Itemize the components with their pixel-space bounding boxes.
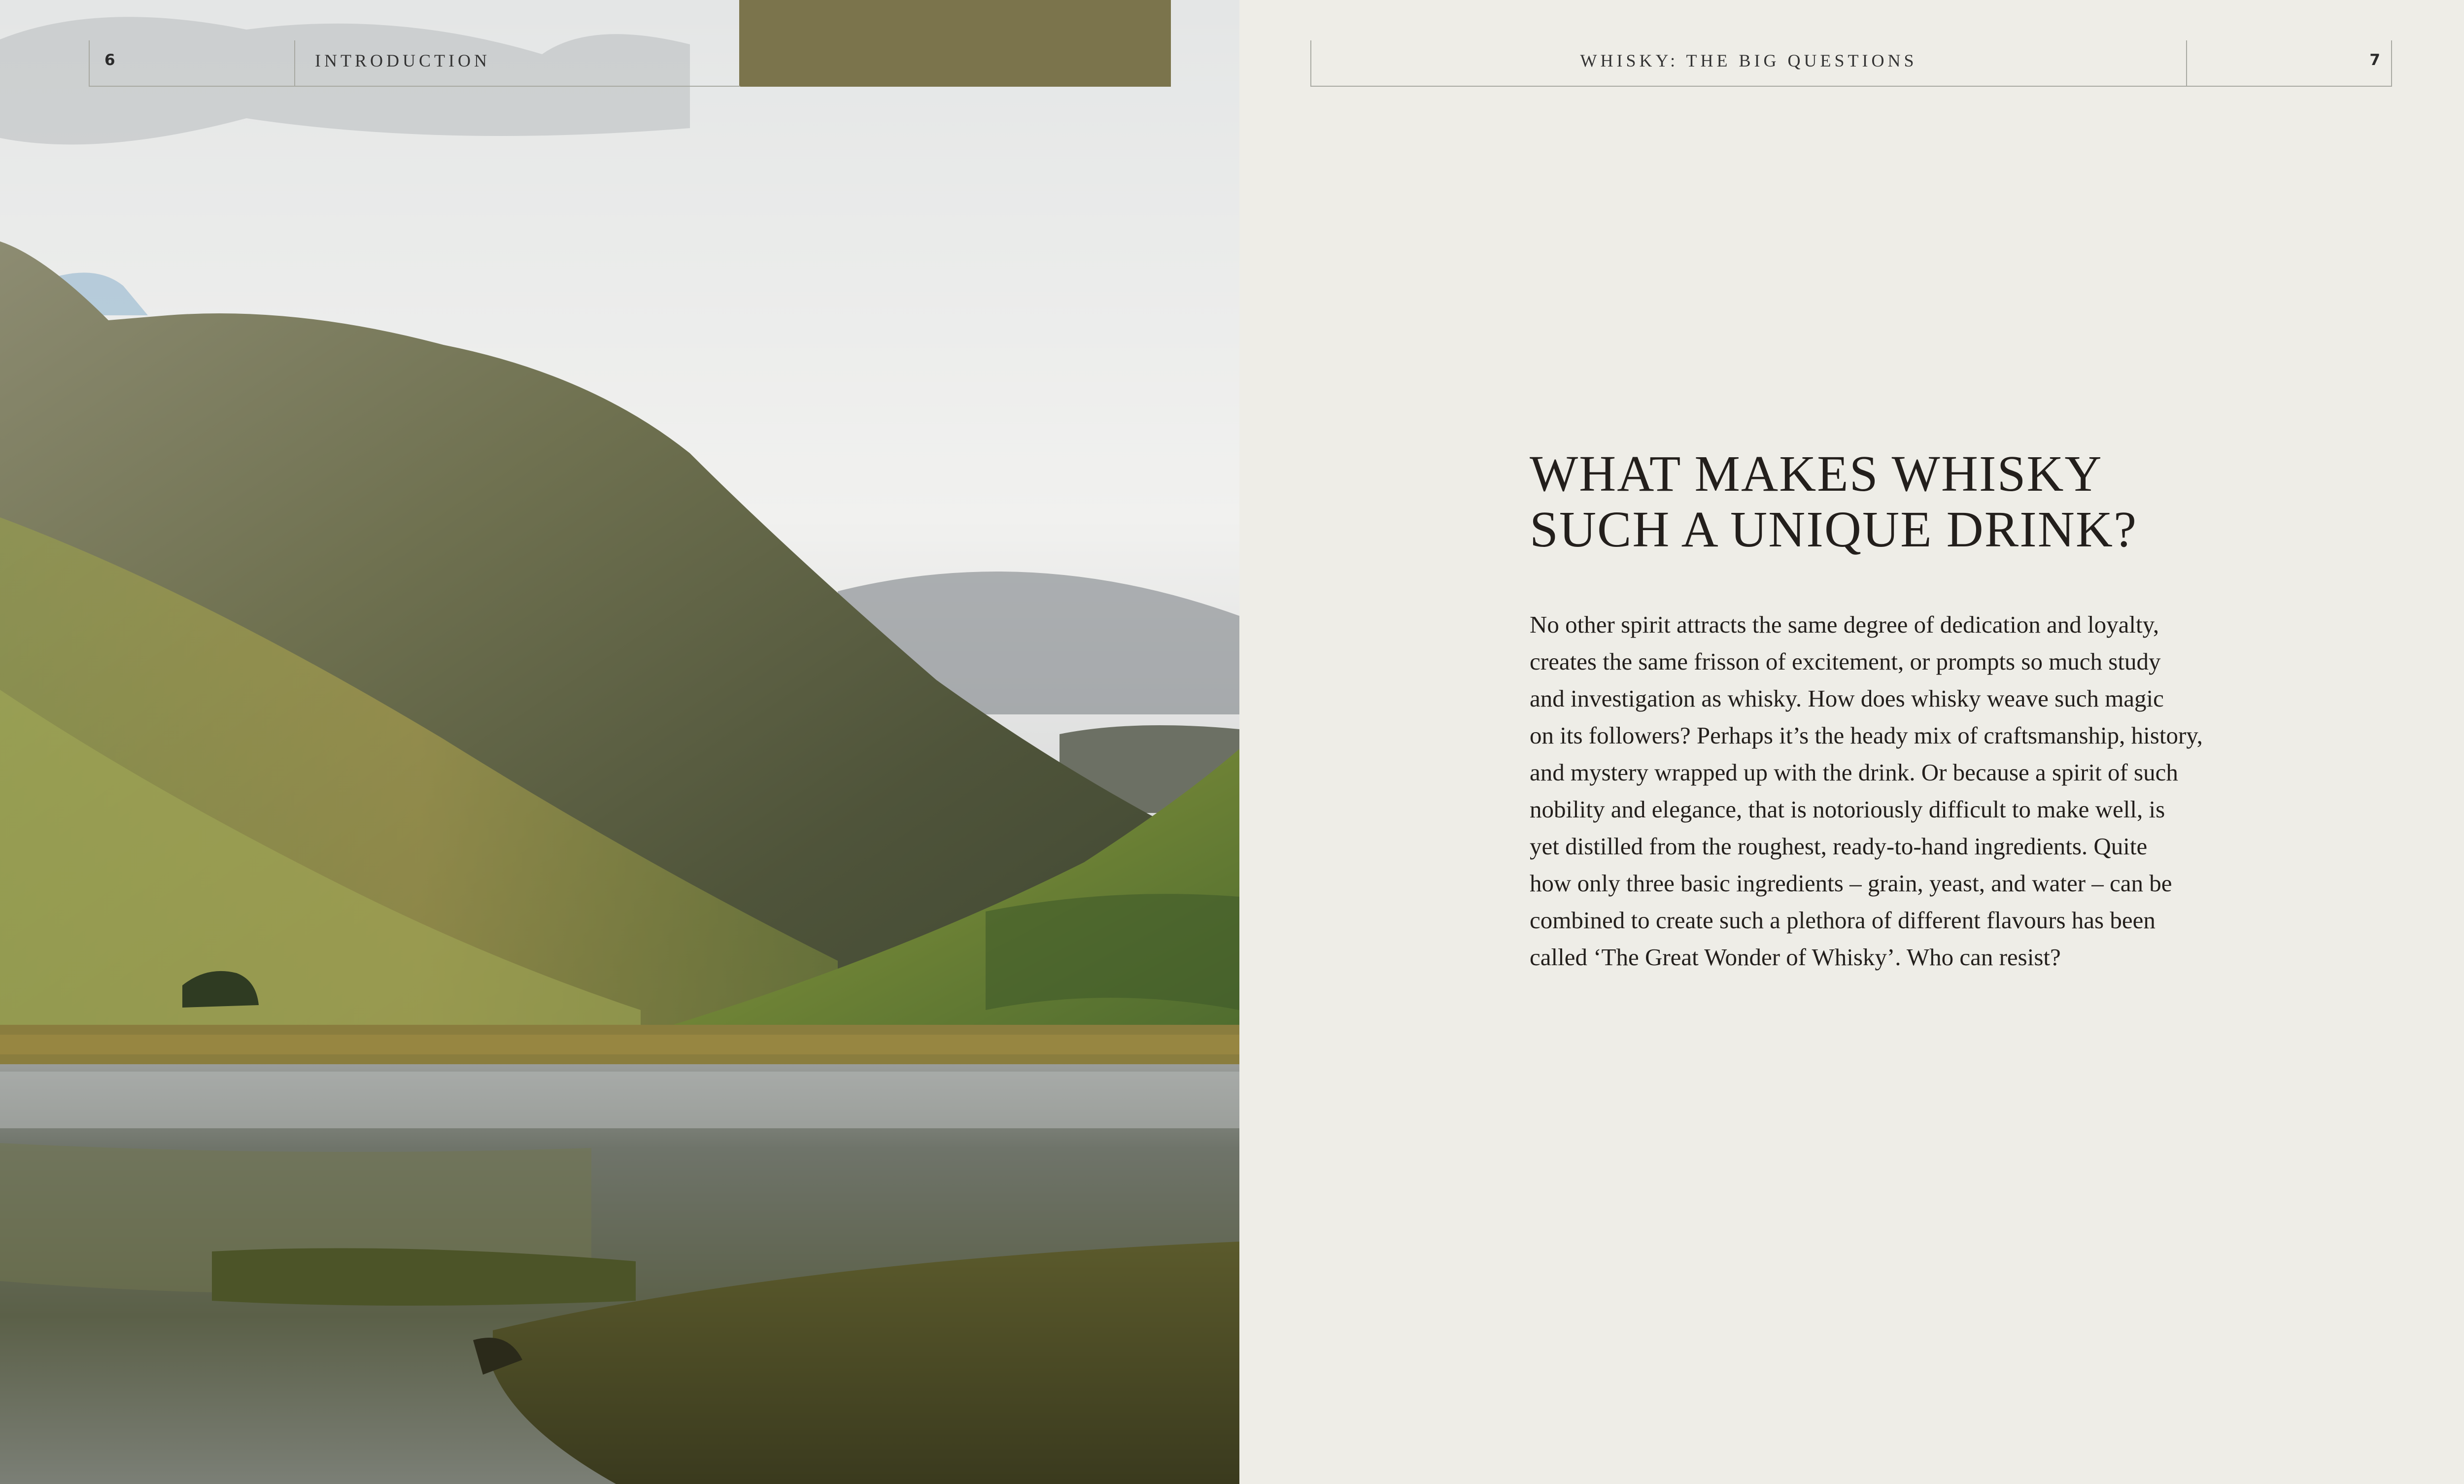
running-head-left: [89, 40, 740, 87]
body-line: No other spirit attracts the same degree of dedication and loyalty,: [1530, 611, 2159, 638]
body-line: called ‘The Great Wonder of Whisky’. Who can resist?: [1530, 944, 2061, 971]
article-title: [1530, 446, 2367, 557]
body-line: yet distilled from the roughest, ready-to-hand ingredients. Quite: [1530, 833, 2148, 860]
running-head-divider: [294, 40, 295, 86]
accent-color-block: [739, 0, 1171, 87]
body-line: how only three basic ingredients – grain, yeast, and water – can be: [1530, 870, 2172, 897]
right-page-text: [1239, 0, 2464, 1484]
body-line: creates the same frisson of excitement, or prompts so much study: [1530, 648, 2161, 675]
title-line: SUCH A UNIQUE DRINK?: [1530, 501, 2138, 558]
body-line: nobility and elegance, that is notoriously difficult to make well, is: [1530, 796, 2165, 823]
body-line: and mystery wrapped up with the drink. Or because a spirit of such: [1530, 759, 2178, 786]
page-number-right: 7: [2369, 51, 2380, 69]
body-line: on its followers? Perhaps it’s the heady mix of craftsmanship, history,: [1530, 722, 2203, 749]
body-line: combined to create such a plethora of different flavours has been: [1530, 907, 2156, 934]
section-title-left: INTRODUCTION: [315, 51, 490, 70]
running-head-divider: [2186, 40, 2187, 86]
body-line: and investigation as whisky. How does whisky weave such magic: [1530, 685, 2164, 712]
title-line: WHAT MAKES WHISKY: [1530, 445, 2103, 502]
running-head-right: [1310, 40, 2392, 87]
section-title-right: WHISKY: THE BIG QUESTIONS: [1580, 51, 1917, 70]
article-body: [1530, 606, 2318, 976]
page-number-left: 6: [104, 51, 115, 69]
